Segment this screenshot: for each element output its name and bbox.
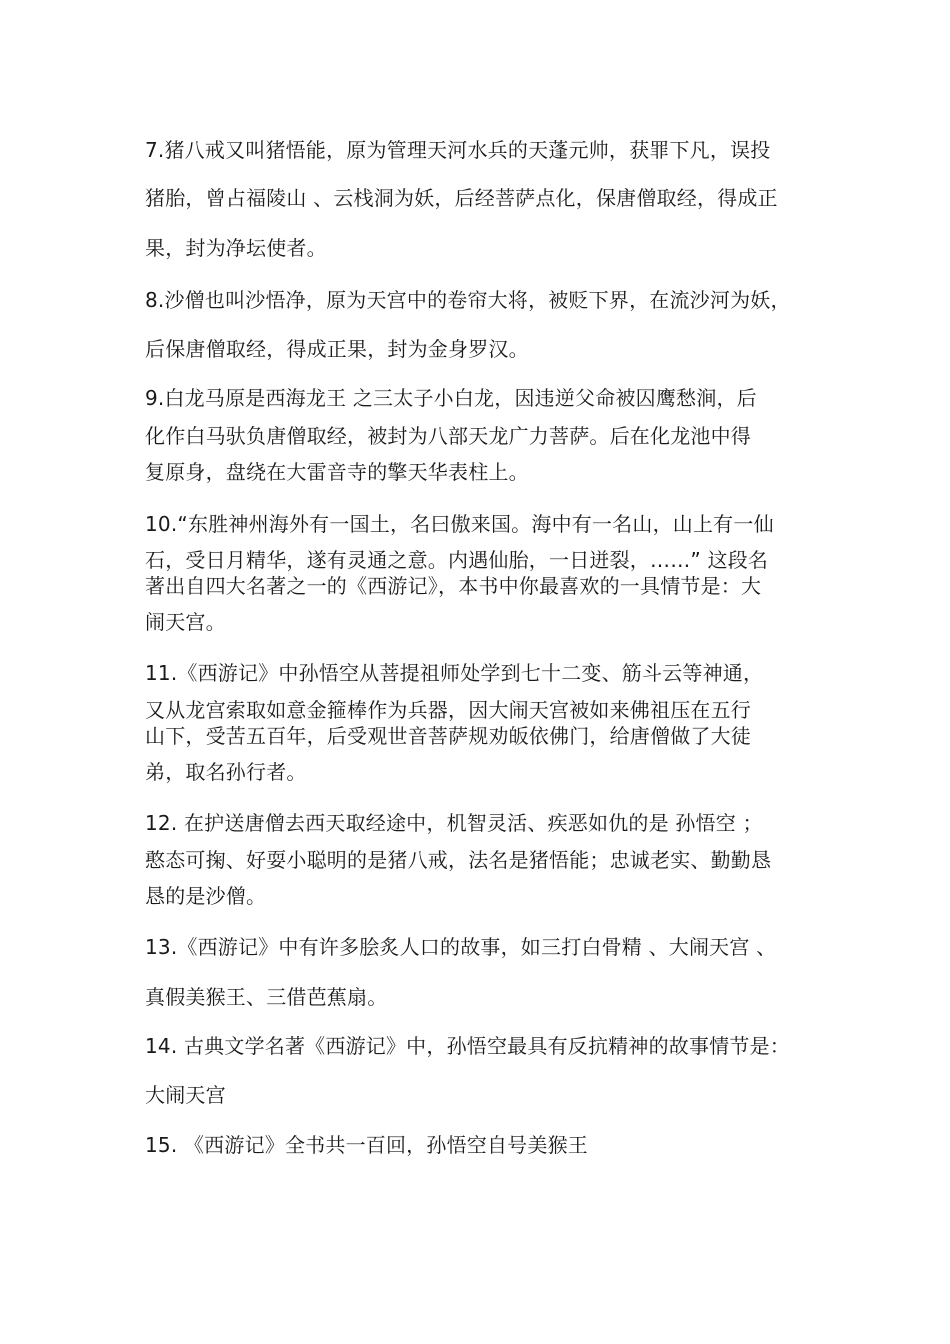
item-11-line-4: 弟，取名孙行者。 <box>145 760 307 784</box>
item-7-line-2: 猪胎，曾占福陵山 、云栈洞为妖，后经菩萨点化，保唐僧取经，得成正 <box>145 186 778 210</box>
item-15-line-1: 15. 《西游记》全书共一百回，孙悟空自号美猴王 <box>145 1133 588 1157</box>
item-9-line-3: 复原身，盘绕在大雷音寺的擎天华表柱上。 <box>145 460 529 484</box>
item-10-line-2: 石，受日月精华，遂有灵通之意。内遇仙胎，一日迸裂，……” 这段名 <box>145 548 769 572</box>
item-14-line-1: 14. 古典文学名著《西游记》中，孙悟空最具有反抗精神的故事情节是： <box>145 1034 790 1058</box>
item-13-line-2: 真假美猴王、三借芭蕉扇。 <box>145 985 388 1009</box>
item-10-line-1: 10.“东胜神州海外有一国土，名曰傲来国。海中有一名山，山上有一仙 <box>145 512 774 536</box>
item-10-line-3: 著出自四大名著之一的《西游记》，本书中你最喜欢的一具情节是：大 <box>145 574 762 598</box>
item-12-line-2: 憨态可掬、好耍小聪明的是猪八戒，法名是猪悟能；忠诚老实、勤勤恳 <box>145 848 772 872</box>
item-8-line-1: 8.沙僧也叫沙悟净，原为天宫中的卷帘大将，被贬下界，在流沙河为妖， <box>145 288 791 312</box>
item-12-line-3: 恳的是沙僧。 <box>145 884 267 908</box>
item-14-line-2: 大闹天宫 <box>145 1083 226 1107</box>
item-11-line-2: 又从龙宫索取如意金箍棒作为兵器，因大闹天宫被如来佛祖压在五行 <box>145 698 751 722</box>
item-9-line-1: 9.白龙马原是西海龙王 之三太子小白龙，因违逆父命被囚鹰愁涧，后 <box>145 386 757 410</box>
item-12-line-1: 12. 在护送唐僧去西天取经途中，机智灵活、疾恶如仇的是 孙悟空 ； <box>145 811 763 835</box>
item-7-line-1: 7.猪八戒又叫猪悟能，原为管理天河水兵的天蓬元帅，获罪下凡，误投 <box>145 138 771 162</box>
item-11-line-1: 11.《西游记》中孙悟空从菩提祖师处学到七十二变、筋斗云等神通， <box>145 661 764 685</box>
item-9-line-2: 化作白马驮负唐僧取经，被封为八部天龙广力菩萨。后在化龙池中得 <box>145 424 751 448</box>
item-10-line-4: 闹天宫。 <box>145 610 226 634</box>
item-8-line-2: 后保唐僧取经，得成正果，封为金身罗汉。 <box>145 337 529 361</box>
item-7-line-3: 果，封为净坛使者。 <box>145 236 327 260</box>
item-11-line-3: 山下，受苦五百年，后受观世音菩萨规劝皈依佛门，给唐僧做了大徒 <box>145 724 751 748</box>
item-13-line-1: 13.《西游记》中有许多脍炙人口的故事，如三打白骨精 、大闹天宫 、 <box>145 935 777 959</box>
